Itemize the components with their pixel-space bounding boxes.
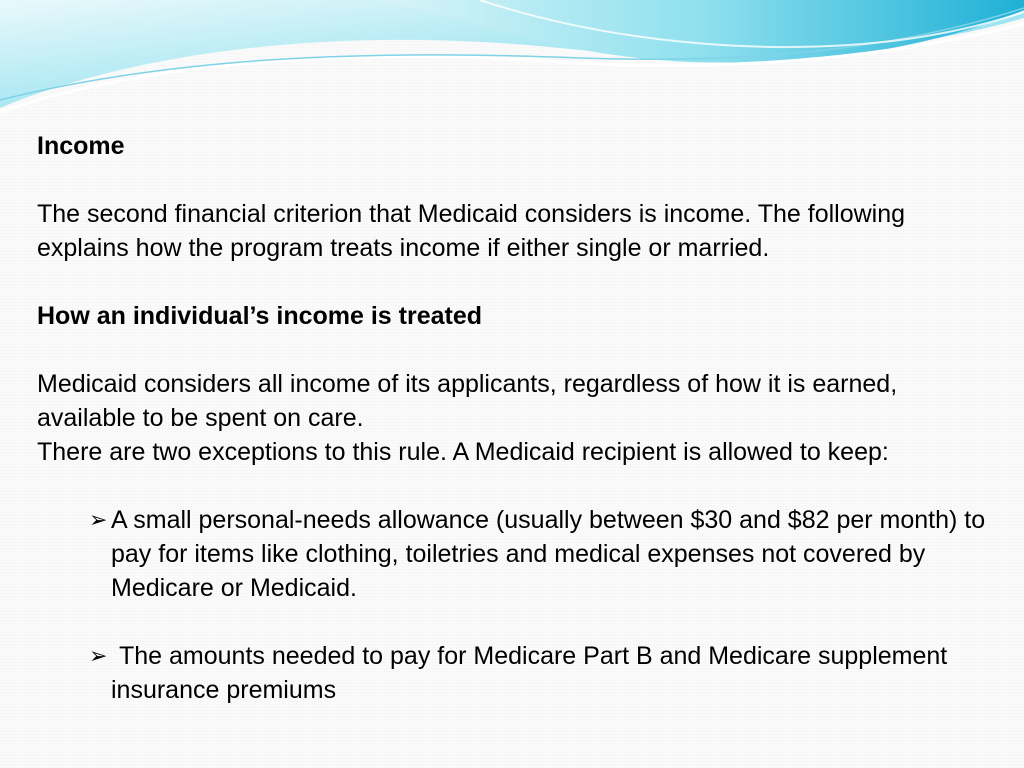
bullet-text: The amounts needed to pay for Medicare Part B and Medicare supplement insurance premiums xyxy=(111,642,948,704)
bullet-item xyxy=(89,639,997,707)
spacer xyxy=(37,333,997,367)
spacer xyxy=(37,265,997,299)
spacer xyxy=(37,469,997,503)
spacer xyxy=(37,605,997,639)
paragraph-exceptions: There are two exceptions to this rule. A Medicaid recipient is allowed to keep: xyxy=(37,438,889,466)
slide-body xyxy=(37,129,997,707)
bullet-text: A small personal-needs allowance (usually between $30 and $82 per month) to pay for items like clothing, toiletries and medical expenses not covered by Medicare or Medicaid. xyxy=(111,506,986,602)
heading-individual-income: How an individual’s income is treated xyxy=(37,302,483,330)
arrow-bullet-icon: ➢ xyxy=(89,643,108,668)
heading-income: Income xyxy=(37,132,125,160)
bullet-item xyxy=(89,503,997,605)
arrow-bullet-icon: ➢ xyxy=(89,507,108,532)
spacer xyxy=(37,163,997,197)
paragraph-medicaid-considers: Medicaid considers all income of its applicants, regardless of how it is earned, available to be spent on care. xyxy=(37,370,898,432)
paragraph-intro: The second financial criterion that Medicaid considers is income. The following explains how the program treats income if either single or married. xyxy=(37,200,906,262)
wave-banner-decoration xyxy=(0,0,1024,120)
